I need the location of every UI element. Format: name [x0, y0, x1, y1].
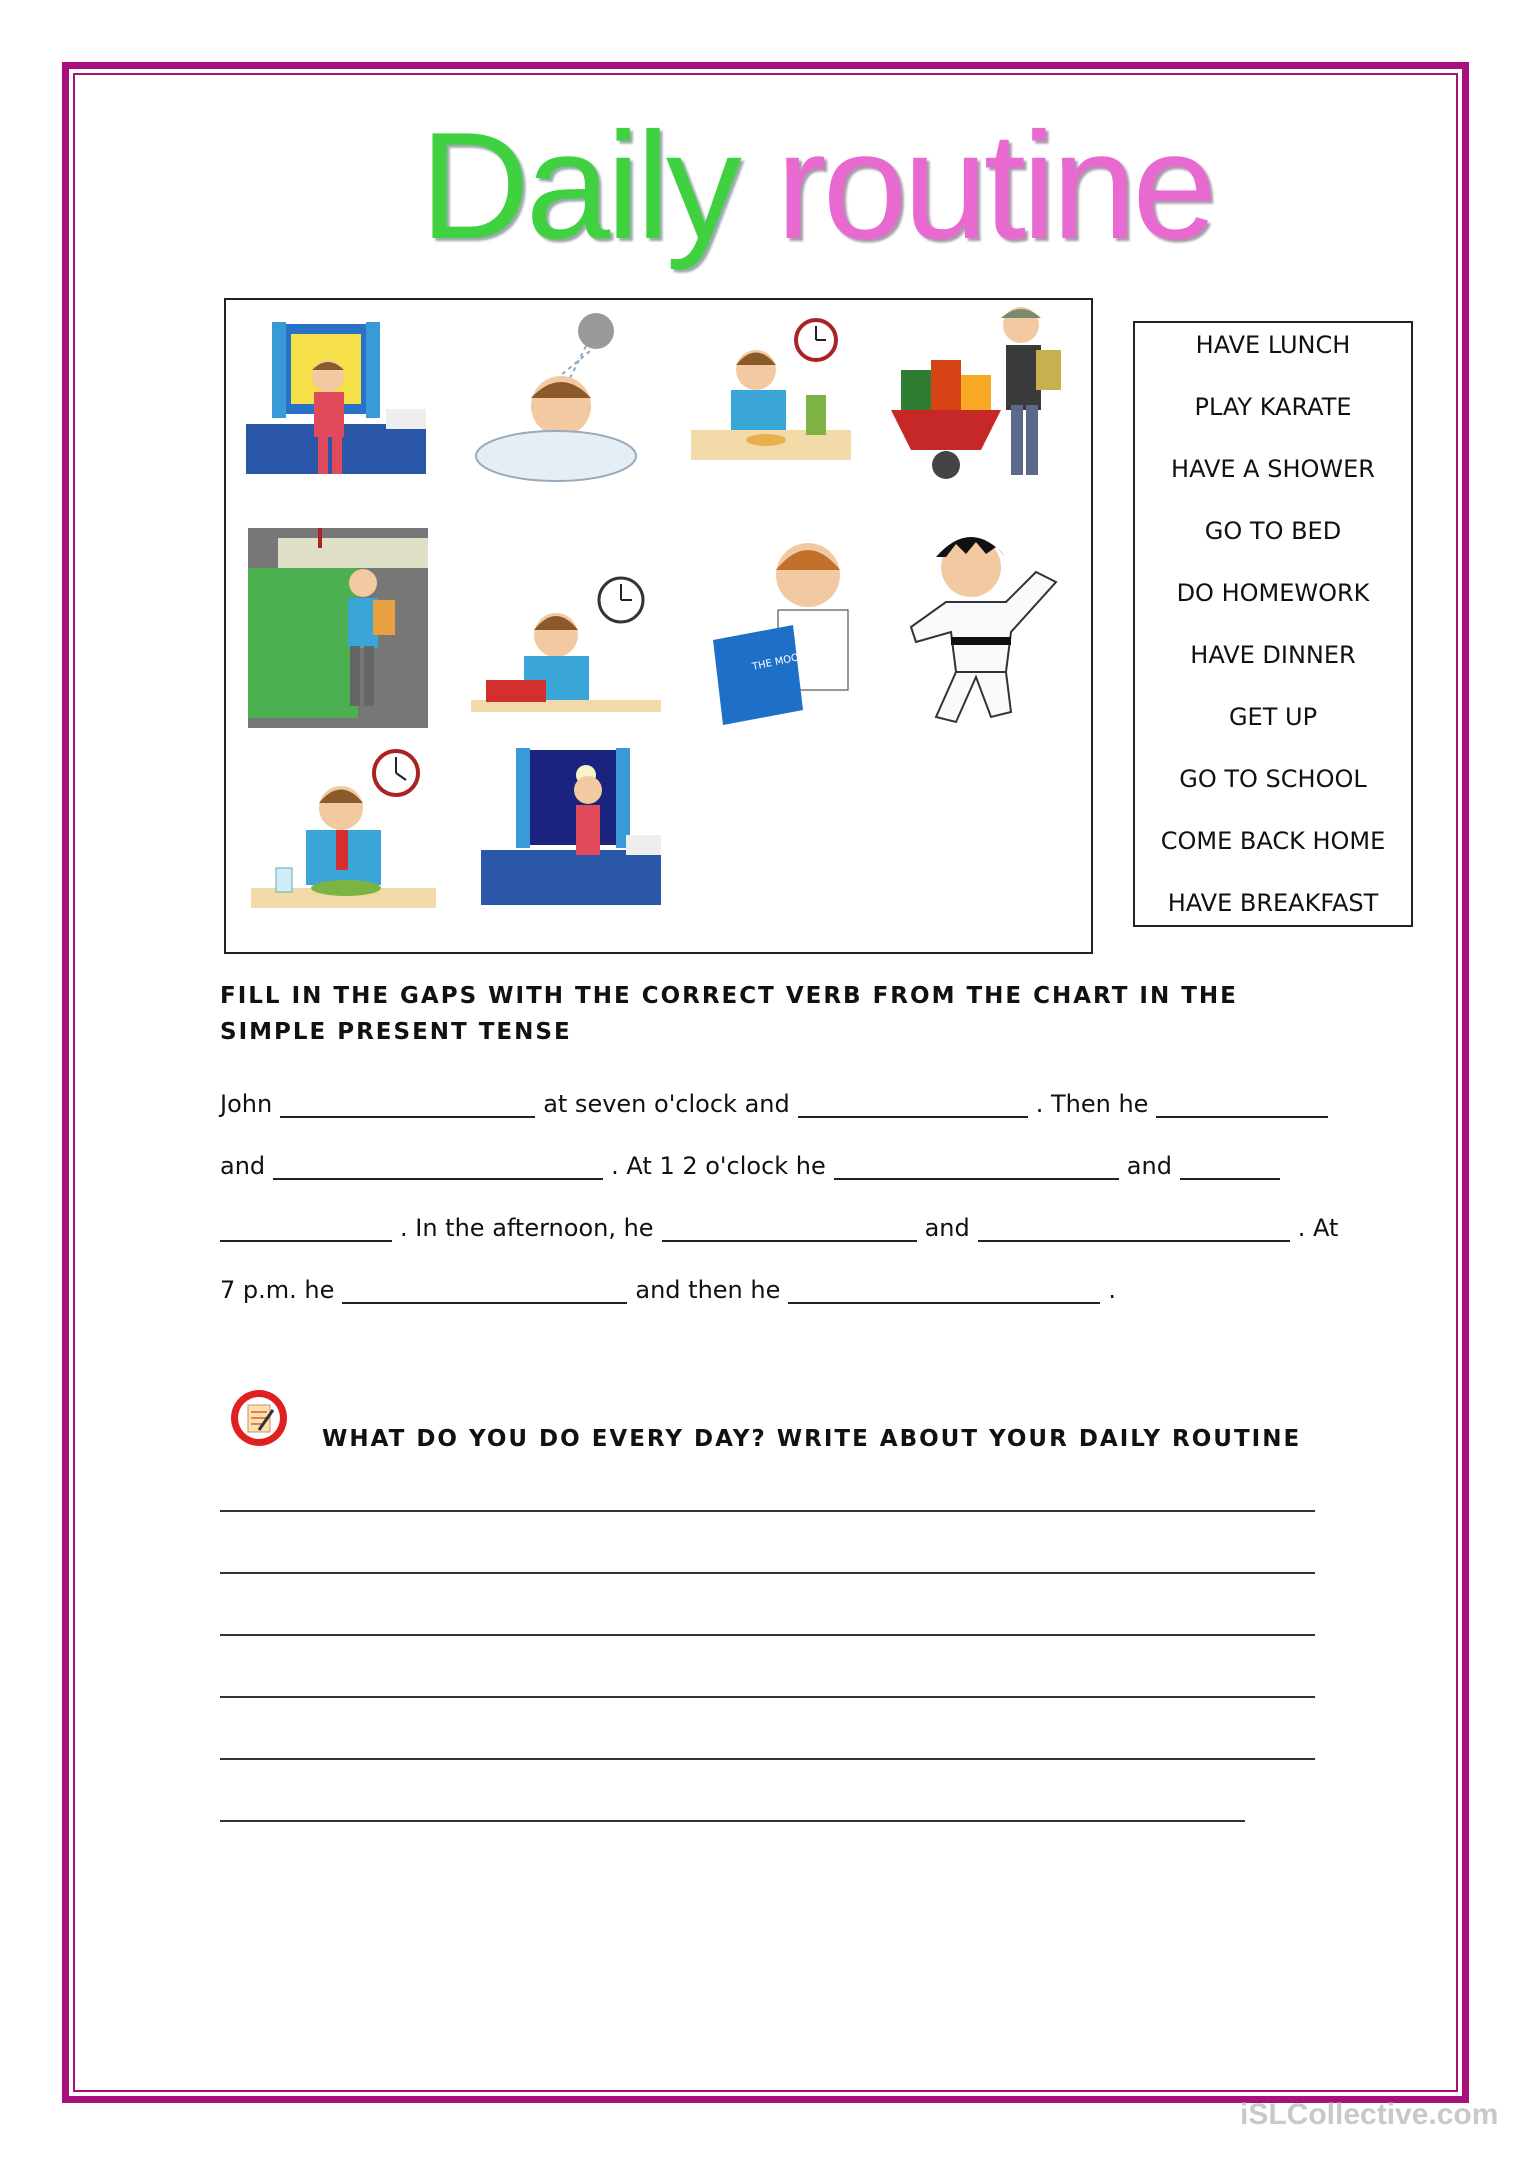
chart-word: GO TO SCHOOL	[1179, 765, 1367, 793]
sentence-text: and	[220, 1152, 266, 1180]
go-to-school-picture	[248, 528, 428, 728]
answer-gap[interactable]	[1156, 1092, 1328, 1118]
sentence-text: .	[1108, 1276, 1116, 1304]
chart-word: HAVE LUNCH	[1195, 331, 1351, 359]
pictures-chart	[224, 298, 1093, 954]
gap-sentence-line-2	[220, 1140, 1288, 1180]
karate-picture	[896, 522, 1076, 727]
writing-line[interactable]	[220, 1634, 1315, 1636]
shower-picture	[466, 306, 646, 491]
answer-gap[interactable]	[662, 1216, 917, 1242]
bed-picture	[476, 745, 676, 930]
sentence-text: 7 p.m. he	[220, 1276, 335, 1304]
school-books-picture	[886, 300, 1091, 495]
worksheet-title	[420, 101, 1213, 271]
chart-word: DO HOMEWORK	[1176, 579, 1370, 607]
sentence-text: and then he	[635, 1276, 781, 1304]
chart-word: GO TO BED	[1204, 517, 1342, 545]
answer-gap[interactable]	[280, 1092, 535, 1118]
answer-gap[interactable]	[342, 1278, 627, 1304]
exercise2-instruction: WHAT DO YOU DO EVERY DAY? WRITE ABOUT YOUR DAILY ROUTINE	[322, 1426, 1302, 1452]
sentence-text: and	[924, 1214, 970, 1242]
watermark: iSLCollective.com	[1240, 2098, 1499, 2131]
sentence-text: and	[1126, 1152, 1172, 1180]
sentence-text: . In the afternoon, he	[400, 1214, 654, 1242]
gap-sentence-line-1	[220, 1078, 1336, 1118]
chart-word: HAVE DINNER	[1190, 641, 1356, 669]
book-title-text: THE MOON	[751, 650, 808, 673]
answer-gap[interactable]	[798, 1092, 1028, 1118]
pencil-note-icon	[229, 1388, 289, 1448]
gap-sentence-line-3	[220, 1202, 1338, 1242]
writing-line[interactable]	[220, 1696, 1315, 1698]
chart-word: HAVE A SHOWER	[1171, 455, 1375, 483]
writing-line[interactable]	[220, 1758, 1315, 1760]
homework-picture	[708, 530, 883, 730]
lunch-picture	[466, 560, 666, 740]
sentence-text: . At	[1297, 1214, 1339, 1242]
chart-word: COME BACK HOME	[1160, 827, 1386, 855]
answer-gap[interactable]	[220, 1216, 392, 1242]
gap-sentence-line-4	[220, 1264, 1116, 1304]
sentence-text: at seven o'clock and	[543, 1090, 790, 1118]
answer-gap[interactable]	[788, 1278, 1100, 1304]
dinner-picture	[246, 738, 441, 928]
writing-line[interactable]	[220, 1510, 1315, 1512]
chart-word: HAVE BREAKFAST	[1167, 889, 1379, 917]
get-up-picture	[236, 314, 436, 489]
sentence-text: John	[220, 1090, 273, 1118]
writing-line[interactable]	[220, 1572, 1315, 1574]
title-word-routine: routine	[776, 101, 1213, 271]
answer-gap[interactable]	[978, 1216, 1290, 1242]
sentence-text: . At 1 2 o'clock he	[611, 1152, 826, 1180]
answer-gap[interactable]	[273, 1154, 603, 1180]
chart-word: GET UP	[1228, 703, 1318, 731]
answer-gap[interactable]	[834, 1154, 1119, 1180]
title-word-daily: Daily	[420, 101, 738, 271]
answer-gap[interactable]	[1180, 1154, 1280, 1180]
sentence-text: . Then he	[1035, 1090, 1149, 1118]
exercise1-instruction: FILL IN THE GAPS WITH THE CORRECT VERB FROM THE CHART IN THE SIMPLE PRESENT TENSE	[220, 983, 1238, 1045]
chart-word: PLAY KARATE	[1194, 393, 1352, 421]
writing-line[interactable]	[220, 1820, 1245, 1822]
verb-chart	[1133, 321, 1413, 927]
breakfast-picture	[686, 310, 861, 485]
